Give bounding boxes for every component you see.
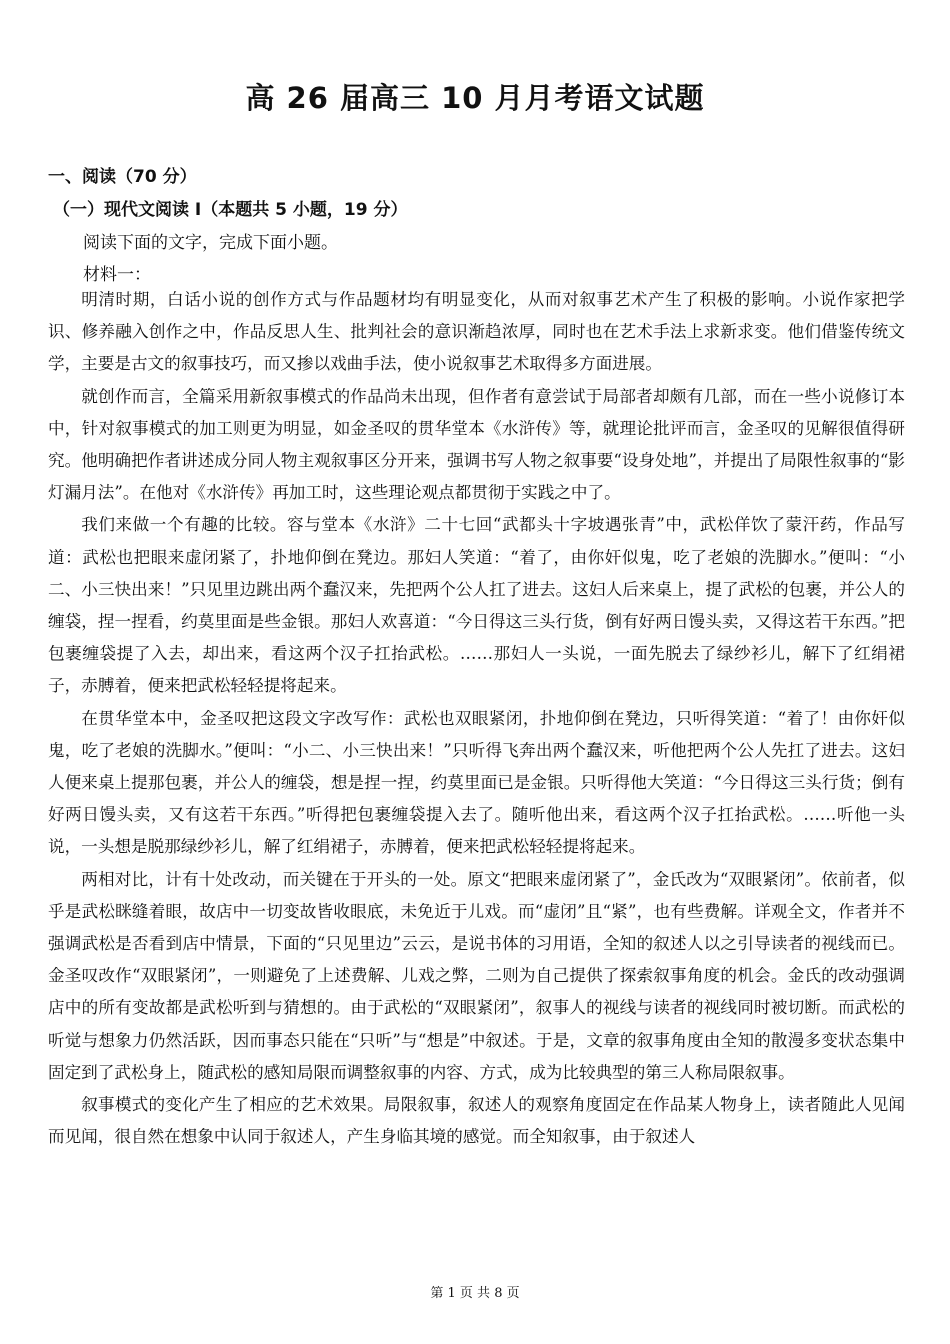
paragraph: 叙事模式的变化产生了相应的艺术效果。局限叙事，叙述人的观察角度固定在作品某人物身上，读者随此人见闻而见闻，很自然在想象中认同于叙述人，产生身临其境的感觉。而全知叙事，由于叙述人 [48,1095,905,1147]
paragraph: 就创作而言，全篇采用新叙事模式的作品尚未出现，但作者有意尝试于局部者却颇有几部，而在一些小说修订本中，针对叙事模式的加工则更为明显，如金圣叹的贯华堂本《水浒传》等，就理论批评而言，金圣叹的见解很值得研究。他明确把作者讲述成分同人物主观叙事区分开来，强调书写人物之叙事要“设身处地”，并提出了局限性叙事的“影灯漏月法”。在他对《水浒传》再加工时，这些理论观点都贯彻于实践之中了。 [48,386,905,503]
page-footer: 第 1 页 共 8 页 [430,1286,520,1301]
paragraph: 明清时期，白话小说的创作方式与作品题材均有明显变化，从而对叙事艺术产生了积极的影响。小说作家把学识、修养融入创作之中，作品反思人生、批判社会的意识渐趋浓厚，同时也在艺术手法上求新求变。他们借鉴传统文学，主要是古文的叙事技巧，而又掺以戏曲手法，使小说叙事艺术取得多方面进展。 [48,290,905,374]
page-title: 高 26 届高三 10 月月考语文试题 [245,81,705,115]
subsection-heading: （一）现代文阅读 I（本题共 5 小题，19 分） [53,200,408,220]
paragraph: 我们来做一个有趣的比较。容与堂本《水浒》二十七回“武都头十字坡遇张青”中，武松佯饮了蒙汗药，作品写道：武松也把眼来虚闭紧了，扑地仰倒在凳边。那妇人笑道：“着了，由你奸似鬼，吃了老娘的洗脚水。”便叫：“小二、小三快出来！”只见里边跳出两个蠢汉来，先把两个公人扛了进去。这妇人后来桌上，提了武松的包裹，并公人的缠袋，捏一捏看，约莫里面是些金银。那妇人欢喜道：“今日得这三头行货，倒有好两日馒头卖，又得这若干东西。”把包裹缠袋提了入去，却出来，看这两个汉子扛抬武松。……那妇人一头说，一面先脱去了绿纱衫儿，解下了红绢裙子，赤膊着，便来把武松轻轻提将起来。 [48,515,905,696]
material-label: 材料一： [83,265,151,285]
instruction-text: 阅读下面的文字，完成下面小题。 [83,233,338,253]
paragraph: 两相对比，计有十处改动，而关键在于开头的一处。原文“把眼来虚闭紧了”，金氏改为“双眼紧闭”。依前者，似乎是武松眯缝着眼，故店中一切变故皆收眼底，未免近于儿戏。而“虚闭”且“紧”，也有些费解。详观全文，作者并不强调武松是否看到店中情景，下面的“只见里边”云云，是说书体的习用语，全知的叙述人以之引导读者的视线而已。金圣叹改作“双眼紧闭”，一则避免了上述费解、儿戏之弊，二则为自己提供了探索叙事角度的机会。金氏的改动强调店中的所有变故都是武松听到与猜想的。由于武松的“双眼紧闭”，叙事人的视线与读者的视线同时被切断。而武松的听觉与想象力仍然活跃，因而事态只能在“只听”与“想是”中叙述。于是，文章的叙事角度由全知的散漫多变状态集中固定到了武松身上，随武松的感知局限而调整叙事的内容、方式，成为比较典型的第三人称局限叙事。 [48,869,905,1082]
reading-passage [48,284,905,1153]
section-heading: 一、阅读（70 分） [48,167,197,187]
paragraph: 在贯华堂本中，金圣叹把这段文字改写作：武松也双眼紧闭，扑地仰倒在凳边，只听得笑道：“着了！由你奸似鬼，吃了老娘的洗脚水。”便叫：“小二、小三快出来！”只听得飞奔出两个蠢汉来，听他把两个公人先扛了进去。这妇人便来桌上提那包裹，并公人的缠袋，想是捏一捏，约莫里面已是金银。只听得他大笑道：“今日得这三头行货；倒有好两日馒头卖，又有这若干东西。”听得把包裹缠袋提入去了。随听他出来，看这两个汉子扛抬武松。……听他一头说，一头想是脱那绿纱衫儿，解了红绢裙子，赤膊着，便来把武松轻轻提将起来。 [48,708,905,857]
